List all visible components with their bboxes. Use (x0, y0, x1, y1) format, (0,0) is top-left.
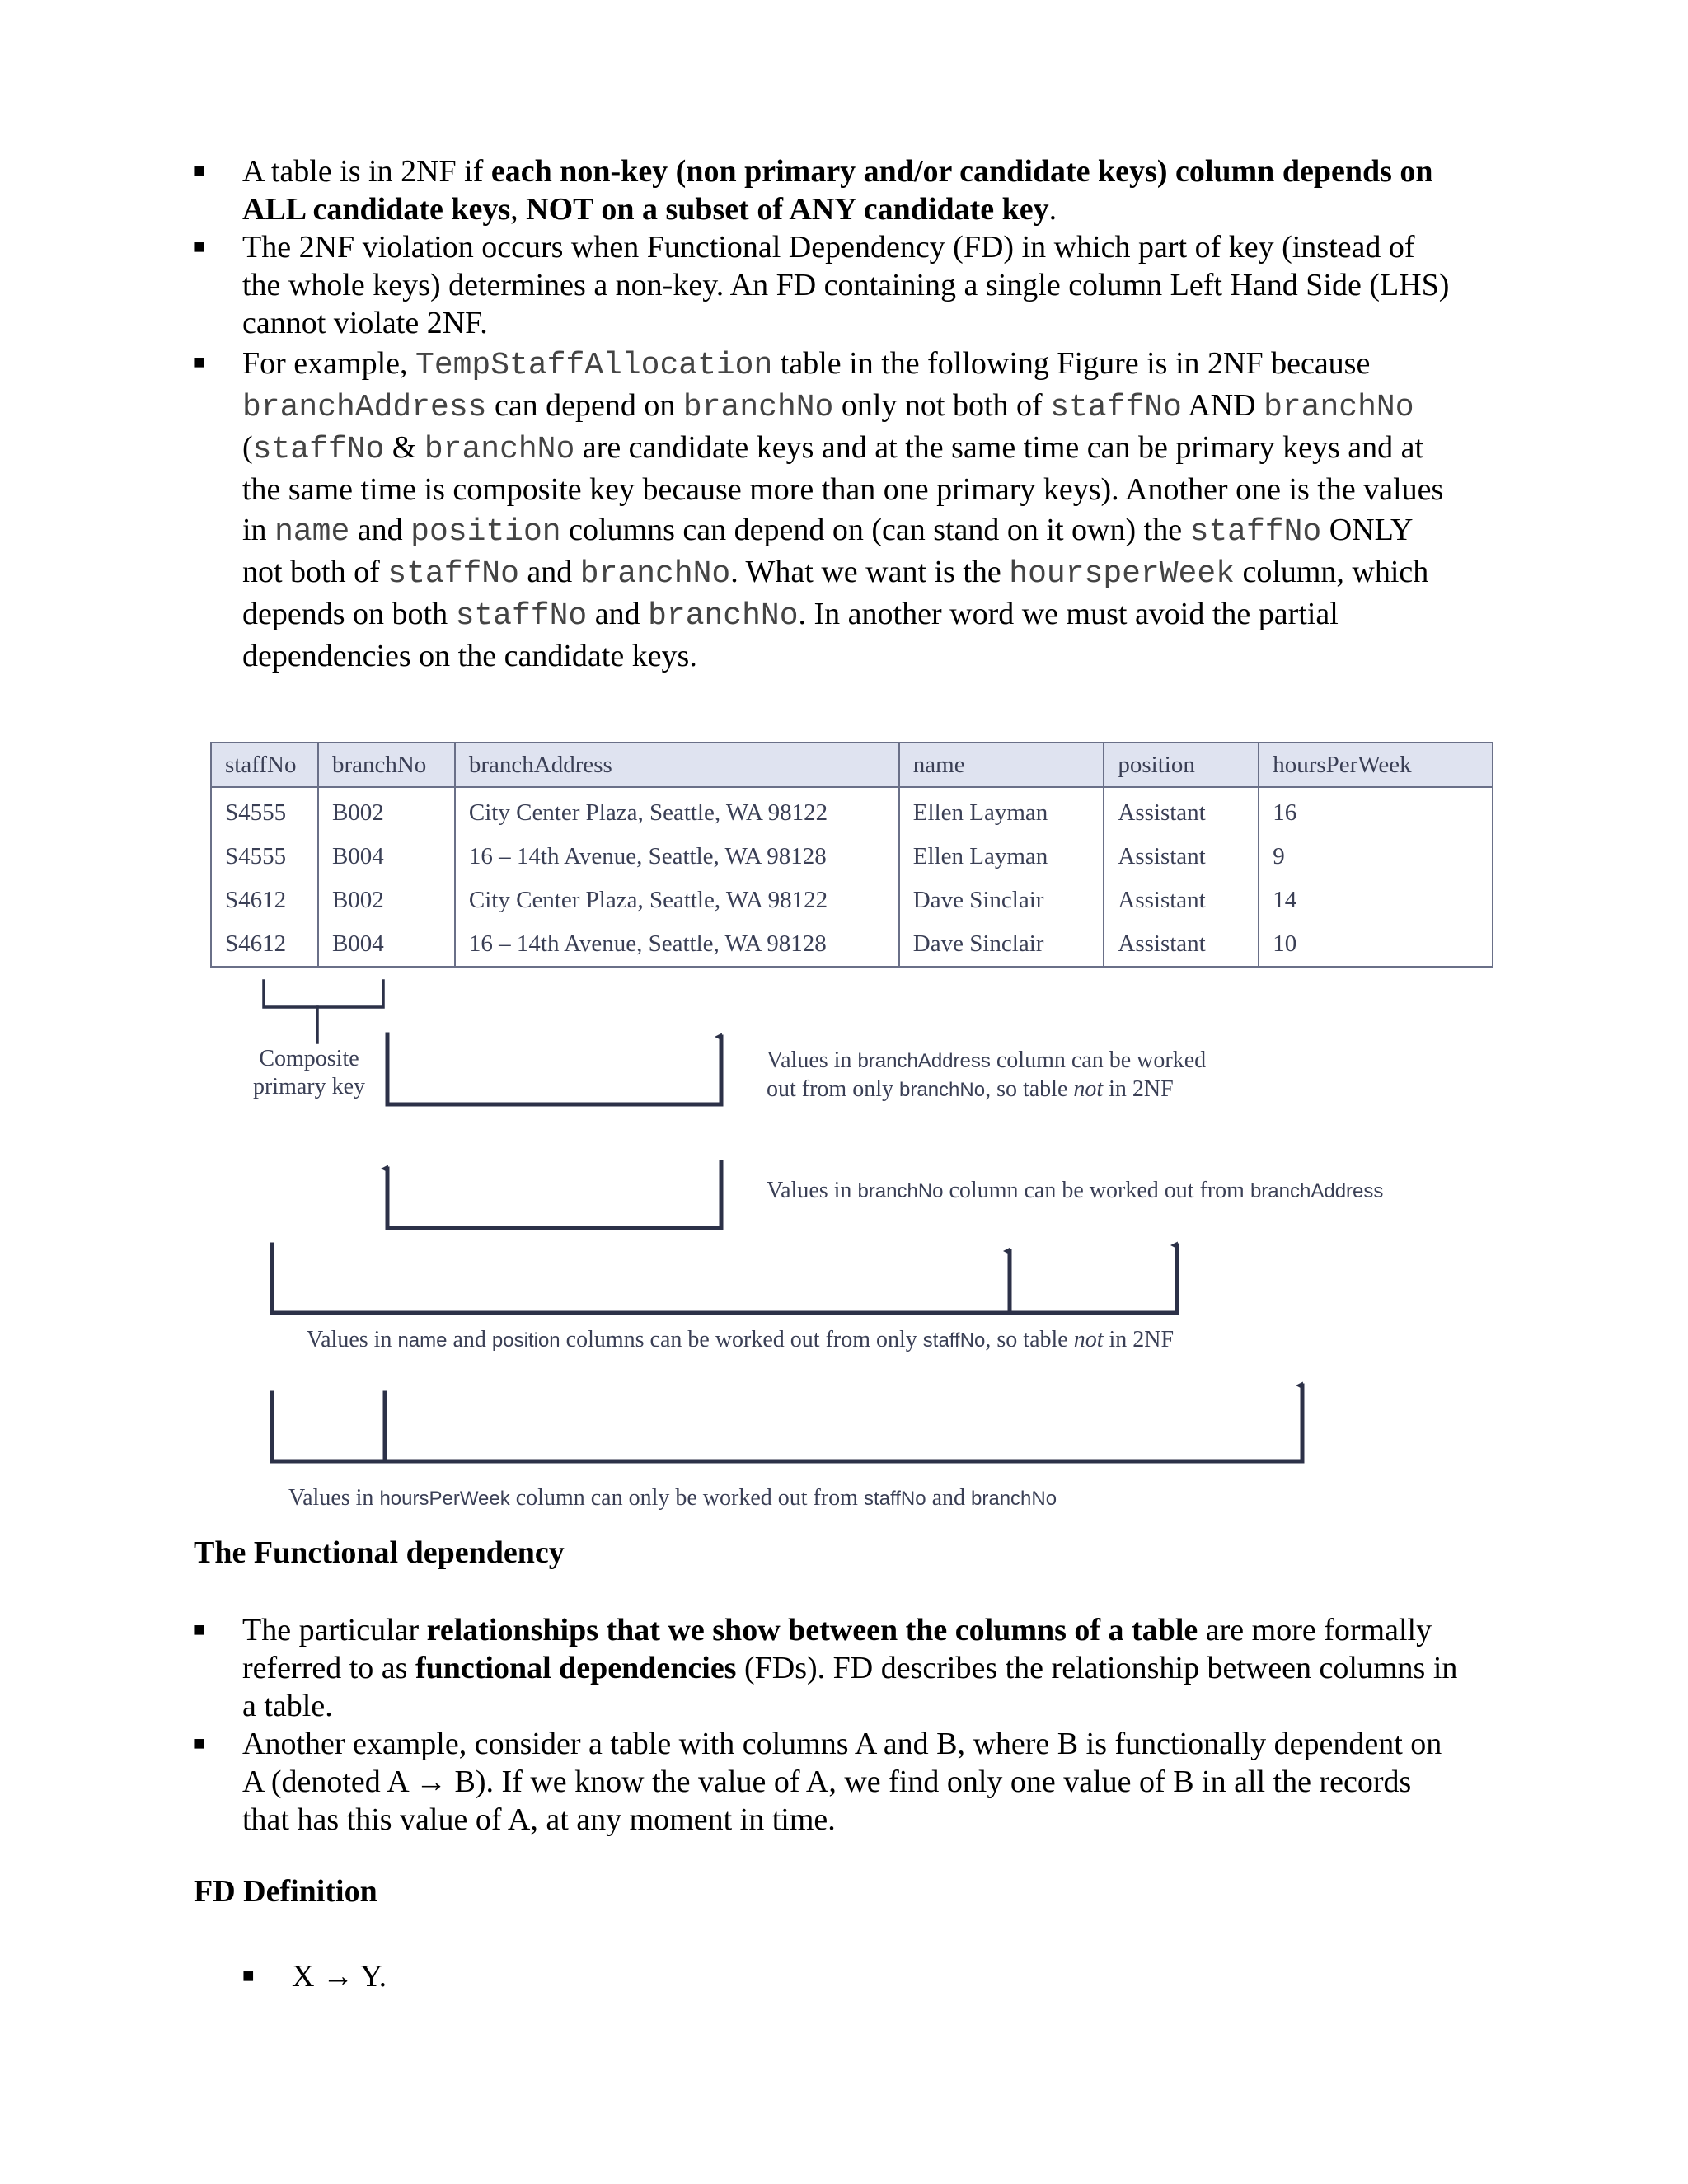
column-header: hoursPerWeek (1259, 743, 1493, 787)
bullet-square-icon: ■ (193, 352, 205, 373)
fd-definition-list (239, 1957, 387, 1995)
list-item: ■ Another example, consider a table with columns A and B, where B is functionally dependent on A (denoted A → B). If we know the value of A, we find only one value of B in all the records that has this value of A, at any moment in time. (193, 1727, 1442, 1837)
list-item: ■ The particular relationships that we show between the columns of a table are more formally referred to as functional dependencies (FDs). FD describes the relationship between columns in a table. (193, 1613, 1458, 1723)
fd-staffno-branchno-to-hoursperweek (272, 1391, 1302, 1461)
table-cell: S4555 (211, 787, 318, 835)
list-item: ■ For example, TempStaffAllocation table in the following Figure is in 2NF because branchAddress can depend on branchNo only not both of staffNo AND branchNo (staffNo & branchNo are candidate keys and at the same time can be primary keys and at the same time is composite key because more than one primary keys). Another one is the values in name and position columns can depend on (can stand on it own) the staffNo ONLY not both of staffNo and branchNo. What we want is the hoursperWeek column, which depends on both staffNo and branchNo. In another word we must avoid the partial dependencies on the candidate keys. (190, 344, 1525, 677)
bullet-square-icon: ■ (193, 1619, 205, 1641)
list-item: ■ X → Y. (242, 1959, 387, 1994)
table-cell: B002 (318, 879, 455, 922)
bullet-square-icon: ■ (242, 1966, 255, 1987)
fd1-annotation: Values in branchAddress column can be worked out from only branchNo, so table not in 2NF (767, 1047, 1207, 1102)
fd-branchno-to-branchaddress (387, 1034, 721, 1104)
table-cell: Ellen Layman (899, 787, 1104, 835)
table-cell: Assistant (1104, 835, 1259, 879)
table-cell: S4612 (211, 879, 318, 922)
column-header: branchAddress (455, 743, 899, 787)
column-header: branchNo (318, 743, 455, 787)
table-cell: S4612 (211, 922, 318, 967)
fd4-annotation: Values in hoursPerWeek column can only be worked out from staffNo and branchNo (288, 1485, 1057, 1511)
list-item: ■ The 2NF violation occurs when Functional Dependency (FD) in which part of key (instead of the whole keys) determines a non-key. An FD containing a single column Left Hand Side (LHS) cannot violate 2NF. (193, 230, 1450, 340)
table-cell: 10 (1259, 922, 1493, 967)
table-cell: 9 (1259, 835, 1493, 879)
fd-definition-heading: FD Definition (194, 1874, 377, 1909)
bullet-square-icon: ■ (193, 1733, 205, 1755)
fd-staffno-to-name-position (272, 1244, 1177, 1313)
list-item: ■ A table is in 2NF if each non-key (non primary and/or candidate keys) column depends on ALL candidate keys, NOT on a subset of ANY candidate key. (193, 154, 1433, 227)
bullet-square-icon: ■ (193, 161, 205, 182)
table-cell: 14 (1259, 879, 1493, 922)
column-header: position (1104, 743, 1259, 787)
table-cell: Assistant (1104, 879, 1259, 922)
bullet-square-icon: ■ (193, 237, 205, 258)
composite-key-label: Composite primary key (252, 1046, 366, 1099)
composite-key-bracket (264, 981, 383, 1007)
table-cell: 16 (1259, 787, 1493, 835)
table-cell: Assistant (1104, 922, 1259, 967)
table-cell: City Center Plaza, Seattle, WA 98122 (455, 787, 899, 835)
table-cell: City Center Plaza, Seattle, WA 98122 (455, 879, 899, 922)
table-cell: B004 (318, 835, 455, 879)
column-header: name (899, 743, 1104, 787)
functional-dependency-heading: The Functional dependency (194, 1535, 565, 1570)
table-cell: B004 (318, 922, 455, 967)
fd2-annotation: Values in branchNo column can be worked out from branchAddress (767, 1178, 1384, 1203)
fd-branchaddress-to-branchno (387, 1162, 721, 1228)
table-cell: 16 – 14th Avenue, Seattle, WA 98128 (455, 922, 899, 967)
table-cell: B002 (318, 787, 455, 835)
table-cell: Ellen Layman (899, 835, 1104, 879)
fd3-annotation: Values in name and position columns can be worked out from only staffNo, so table not in 2NF (307, 1327, 1175, 1352)
column-header: staffNo (211, 743, 318, 787)
fd-bullet-list (190, 1611, 1525, 1839)
table-cell: 16 – 14th Avenue, Seattle, WA 98128 (455, 835, 899, 879)
table-cell: Dave Sinclair (899, 879, 1104, 922)
table-cell: Dave Sinclair (899, 922, 1104, 967)
table-cell: Assistant (1104, 787, 1259, 835)
table-cell: S4555 (211, 835, 318, 879)
